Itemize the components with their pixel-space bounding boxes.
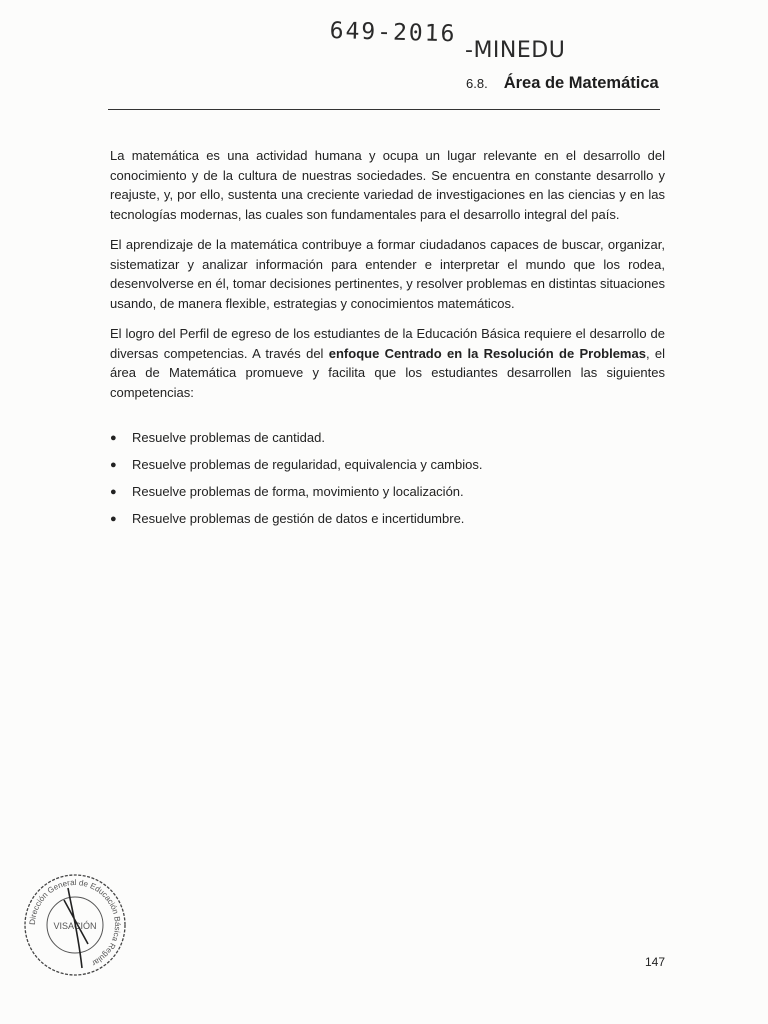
organization-suffix: -MINEDU [465,38,566,63]
bullet-icon: ● [110,459,117,471]
paragraph-3-before: El logro del Perfil de egreso de los estudiantes de la Educación Básica requiere el desarrollo de diversas competencias. A través del [110,326,665,361]
competency-list [110,428,665,536]
paragraph-3-after: , el área de Matemática promueve y facilita que los estudiantes desarrollen las siguientes competencias: [110,345,665,400]
section-title: Área de Matemática [503,74,659,92]
header-divider [108,109,660,110]
paragraph-3-emphasis: enfoque Centrado en la Resolución de Problemas [328,345,646,361]
bullet-icon: ● [110,486,117,498]
bullet-icon: ● [110,432,117,444]
competency-text: Resuelve problemas de cantidad. [132,430,325,445]
paragraph-2: El aprendizaje de la matemática contribuye a formar ciudadanos capaces de buscar, organizar, sistematizar y analizar información para entender e interpretar el mundo que los rodea, desenvolverse en él, tomar decisiones pertinentes, y resolver problemas en distintas situaciones usando, de manera flexible, estrategias y conocimientos matemáticos. [110,237,665,311]
list-item [110,455,665,482]
competency-text: Resuelve problemas de forma, movimiento y localización. [132,484,464,499]
section-number: 6.8. [466,76,488,91]
page-number: 147 [645,955,666,969]
list-item [110,428,665,455]
bullet-icon: ● [110,513,117,525]
section-heading [466,74,659,93]
visacion-stamp [20,870,130,980]
paragraph-1: La matemática es una actividad humana y ocupa un lugar relevante en el desarrollo del conocimiento y de la cultura de nuestras sociedades. Se encuentra en constante desarrollo y reajuste, y, por ello, sustenta una creciente variedad de investigaciones en las ciencias y en las tecnologías modernas, las cuales son fundamentales para el desarrollo integral del país. [110,148,665,222]
paragraph-3 [110,324,665,402]
list-item [110,509,665,536]
stamp-outer-text: Dirección General de Educación Básica Regular [27,877,123,968]
competency-text: Resuelve problemas de gestión de datos e incertidumbre. [132,511,465,526]
list-item [110,482,665,509]
stamp-inner-text: VISACIÓN [53,921,97,931]
resolution-number: 649-2016 [329,18,457,48]
body-text [110,146,665,413]
competency-text: Resuelve problemas de regularidad, equivalencia y cambios. [132,457,483,472]
